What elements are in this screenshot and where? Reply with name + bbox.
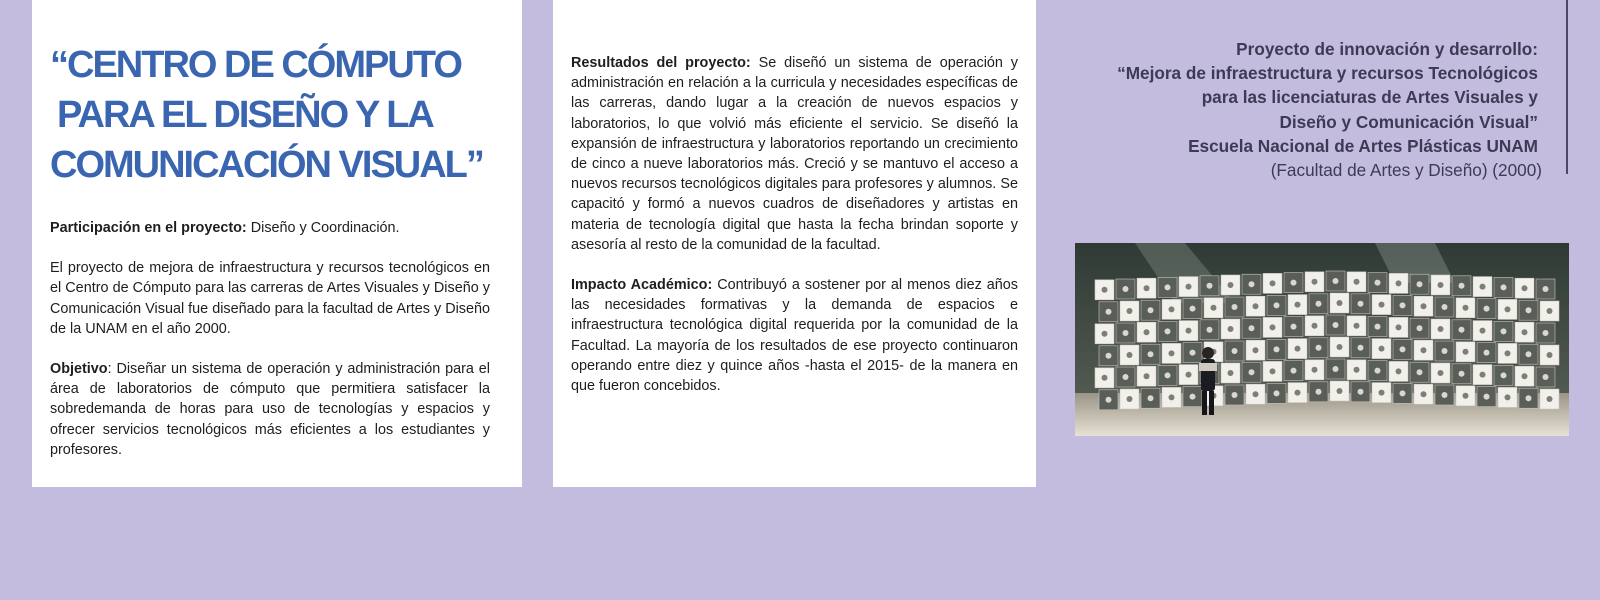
apple-logo-icon	[1484, 306, 1490, 312]
apple-logo-icon	[1333, 366, 1339, 372]
apple-logo-icon	[1417, 369, 1423, 375]
apple-logo-icon	[1190, 350, 1196, 356]
apple-logo-icon	[1207, 283, 1213, 289]
apple-logo-icon	[1505, 394, 1511, 400]
results-paragraph	[571, 53, 1018, 255]
apple-logo-icon	[1354, 279, 1360, 285]
apple-logo-icon	[1316, 345, 1322, 351]
apple-logo-icon	[1421, 303, 1427, 309]
apple-logo-icon	[1442, 304, 1448, 310]
apple-logo-icon	[1169, 350, 1175, 356]
participation-text: Diseño y Coordinación.	[246, 220, 400, 236]
apple-logo-icon	[1127, 352, 1133, 358]
apple-logo-icon	[1165, 372, 1171, 378]
apple-logo-icon	[1505, 306, 1511, 312]
left-panel	[32, 0, 522, 487]
apple-logo-icon	[1165, 328, 1171, 334]
apple-logo-icon	[1400, 390, 1406, 396]
apple-logo-icon	[1358, 345, 1364, 351]
apple-logo-icon	[1484, 394, 1490, 400]
apple-logo-icon	[1102, 375, 1108, 381]
apple-logo-icon	[1354, 323, 1360, 329]
apple-logo-icon	[1228, 282, 1234, 288]
apple-logo-icon	[1417, 325, 1423, 331]
apple-logo-icon	[1547, 308, 1553, 314]
info-line-5: Escuela Nacional de Artes Plásticas UNAM	[1188, 135, 1538, 156]
title-line-3: COMUNICACIÓN VISUAL”	[50, 144, 483, 186]
apple-logo-icon	[1102, 287, 1108, 293]
apple-logo-icon	[1144, 329, 1150, 335]
apple-logo-icon	[1421, 347, 1427, 353]
apple-logo-icon	[1459, 371, 1465, 377]
apple-logo-icon	[1547, 352, 1553, 358]
apple-logo-icon	[1312, 367, 1318, 373]
vertical-divider	[1566, 0, 1568, 174]
apple-logo-icon	[1379, 390, 1385, 396]
participation-label: Participación en el proyecto:	[50, 220, 247, 236]
apple-logo-icon	[1270, 280, 1276, 286]
apple-logo-icon	[1526, 395, 1532, 401]
apple-logo-icon	[1501, 284, 1507, 290]
apple-logo-icon	[1295, 346, 1301, 352]
apple-logo-icon	[1484, 350, 1490, 356]
apple-logo-icon	[1354, 367, 1360, 373]
apple-logo-icon	[1274, 302, 1280, 308]
project-info	[1018, 37, 1542, 182]
lab-photo-illustration	[1075, 243, 1569, 436]
apple-logo-icon	[1148, 351, 1154, 357]
apple-logo-icon	[1127, 396, 1133, 402]
apple-logo-icon	[1375, 280, 1381, 286]
apple-logo-icon	[1396, 280, 1402, 286]
apple-logo-icon	[1249, 325, 1255, 331]
apple-logo-icon	[1228, 370, 1234, 376]
apple-logo-icon	[1291, 280, 1297, 286]
info-line-3: para las licenciaturas de Artes Visuales y	[1201, 87, 1538, 108]
apple-logo-icon	[1295, 302, 1301, 308]
objective-text: : Diseñar un sistema de operación y administración para el área de laboratorios de cómputo que permitiera satisfacer la sobredemanda de horas para uso de tecnologías y espacios y ofrecer servicios tecnológicos más eficientes a los estudiantes y profesores.	[50, 361, 490, 458]
apple-logo-icon	[1480, 372, 1486, 378]
apple-logo-icon	[1400, 346, 1406, 352]
apple-logo-icon	[1123, 374, 1129, 380]
apple-logo-icon	[1501, 372, 1507, 378]
apple-logo-icon	[1123, 286, 1129, 292]
impact-label: Impacto Académico:	[571, 277, 713, 294]
results-label: Resultados del proyecto:	[571, 55, 751, 71]
apple-logo-icon	[1144, 373, 1150, 379]
apple-logo-icon	[1186, 284, 1192, 290]
apple-logo-icon	[1501, 328, 1507, 334]
apple-logo-icon	[1190, 394, 1196, 400]
apple-logo-icon	[1169, 394, 1175, 400]
apple-logo-icon	[1148, 307, 1154, 313]
apple-logo-icon	[1291, 324, 1297, 330]
apple-logo-icon	[1358, 301, 1364, 307]
apple-logo-icon	[1526, 351, 1532, 357]
apple-logo-icon	[1463, 349, 1469, 355]
apple-logo-icon	[1148, 395, 1154, 401]
apple-logo-icon	[1316, 301, 1322, 307]
apple-logo-icon	[1106, 309, 1112, 315]
apple-logo-icon	[1522, 329, 1528, 335]
apple-logo-icon	[1459, 327, 1465, 333]
apple-logo-icon	[1547, 396, 1553, 402]
apple-logo-icon	[1211, 305, 1217, 311]
apple-logo-icon	[1480, 328, 1486, 334]
apple-logo-icon	[1102, 331, 1108, 337]
apple-logo-icon	[1337, 344, 1343, 350]
title-line-1: “CENTRO DE CÓMPUTO	[50, 44, 461, 86]
apple-logo-icon	[1337, 300, 1343, 306]
apple-logo-icon	[1417, 281, 1423, 287]
objective-label: Objetivo	[50, 361, 108, 378]
apple-logo-icon	[1400, 302, 1406, 308]
apple-logo-icon	[1543, 374, 1549, 380]
apple-logo-icon	[1169, 306, 1175, 312]
lab-photo	[1075, 243, 1569, 436]
apple-logo-icon	[1295, 390, 1301, 396]
apple-logo-icon	[1274, 346, 1280, 352]
apple-logo-icon	[1358, 389, 1364, 395]
apple-logo-icon	[1228, 326, 1234, 332]
apple-logo-icon	[1396, 324, 1402, 330]
apple-logo-icon	[1379, 302, 1385, 308]
impact-paragraph	[571, 275, 1018, 396]
apple-logo-icon	[1127, 308, 1133, 314]
apple-logo-icon	[1463, 393, 1469, 399]
apple-logo-icon	[1274, 390, 1280, 396]
apple-logo-icon	[1232, 392, 1238, 398]
apple-logo-icon	[1165, 284, 1171, 290]
apple-logo-icon	[1186, 372, 1192, 378]
apple-logo-icon	[1379, 346, 1385, 352]
apple-logo-icon	[1396, 368, 1402, 374]
apple-logo-icon	[1442, 392, 1448, 398]
apple-logo-icon	[1123, 330, 1129, 336]
apple-logo-icon	[1526, 307, 1532, 313]
apple-logo-icon	[1312, 279, 1318, 285]
apple-logo-icon	[1106, 397, 1112, 403]
apple-logo-icon	[1249, 281, 1255, 287]
description-paragraph: El proyecto de mejora de infraestructura y recursos tecnológicos en el Centro de Cómputo para las carreras de Artes Visuales y Diseño y Comunicación Visual fue diseñado para la facultad de Artes y Diseño de la UNAM en el año 2000.	[50, 260, 490, 337]
apple-logo-icon	[1106, 353, 1112, 359]
info-line-2: “Mejora de infraestructura y recursos Tecnológicos	[1117, 63, 1538, 84]
apple-logo-icon	[1232, 304, 1238, 310]
apple-logo-icon	[1421, 391, 1427, 397]
apple-logo-icon	[1270, 368, 1276, 374]
left-body	[50, 218, 490, 460]
apple-logo-icon	[1232, 348, 1238, 354]
apple-logo-icon	[1375, 368, 1381, 374]
apple-logo-icon	[1144, 285, 1150, 291]
apple-logo-icon	[1316, 389, 1322, 395]
apple-logo-icon	[1543, 330, 1549, 336]
apple-logo-icon	[1438, 326, 1444, 332]
info-line-6: (Facultad de Artes y Diseño) (2000)	[1270, 160, 1542, 181]
apple-logo-icon	[1505, 350, 1511, 356]
apple-logo-icon	[1253, 347, 1259, 353]
apple-logo-icon	[1270, 324, 1276, 330]
apple-logo-icon	[1333, 278, 1339, 284]
apple-logo-icon	[1438, 370, 1444, 376]
apple-logo-icon	[1522, 373, 1528, 379]
objective-paragraph	[50, 359, 490, 460]
apple-logo-icon	[1337, 388, 1343, 394]
middle-panel	[553, 0, 1036, 487]
apple-logo-icon	[1522, 285, 1528, 291]
apple-logo-icon	[1480, 284, 1486, 290]
apple-logo-icon	[1186, 328, 1192, 334]
apple-logo-icon	[1253, 303, 1259, 309]
apple-logo-icon	[1463, 305, 1469, 311]
apple-logo-icon	[1333, 322, 1339, 328]
apple-logo-icon	[1249, 369, 1255, 375]
participation-paragraph	[50, 218, 490, 238]
results-text: Se diseñó un sistema de operación y administración en relación a la curricula y necesidades específicas de las carreras, dando lugar a la creación de nuevos espacios y laboratorios, lo que volvió más eficiente el servicio. Se diseñó la expansión de infraestructura y laboratorios reportando un crecimiento de cinco a nueve laboratorios más. Creció y se mantuvo el acceso a nuevos recursos tecnológicos digitales para profesores y alumnos. Se capacitó y formó a nuevos cuadros de diseñadores y artistas en materia de tecnología digital que hasta la fecha brindan soporte y asesoría al resto de la comunidad de la facultad.	[571, 55, 1018, 253]
impact-text: Contribuyó a sostener por al menos diez años las necesidades formativas y la demanda de espacios e infraestructura tecnológica digital requerida por la comunidad de la Facultad. La mayoría de los resultados de ese proyecto continuaron operando entre diez y quince años -hasta el 2015- de la manera en que fueron concebidos.	[571, 277, 1018, 395]
project-title	[50, 40, 490, 190]
apple-logo-icon	[1253, 391, 1259, 397]
apple-logo-icon	[1190, 306, 1196, 312]
apple-logo-icon	[1543, 286, 1549, 292]
info-line-4: Diseño y Comunicación Visual”	[1279, 111, 1538, 132]
apple-logo-icon	[1459, 283, 1465, 289]
apple-logo-icon	[1312, 323, 1318, 329]
apple-logo-icon	[1291, 368, 1297, 374]
info-line-1: Proyecto de innovación y desarrollo:	[1236, 39, 1538, 59]
apple-logo-icon	[1442, 348, 1448, 354]
apple-logo-icon	[1375, 324, 1381, 330]
apple-logo-icon	[1438, 282, 1444, 288]
title-line-2: PARA EL DISEÑO Y LA	[57, 94, 433, 136]
apple-logo-icon	[1207, 327, 1213, 333]
